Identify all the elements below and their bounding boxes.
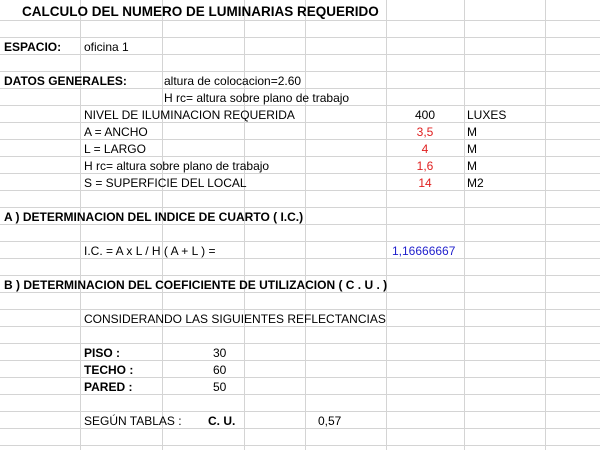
section-a-title: A ) DETERMINACION DEL INDICE DE CUARTO ( I.C.) bbox=[4, 210, 304, 224]
param-label[interactable]: L = LARGO bbox=[84, 142, 146, 156]
param-unit[interactable]: M2 bbox=[467, 176, 484, 190]
espacio-label: ESPACIO: bbox=[4, 40, 62, 54]
param-value[interactable]: 14 bbox=[418, 176, 432, 190]
param-label[interactable]: H rc= altura sobre plano de trabajo bbox=[84, 159, 270, 173]
param-label[interactable]: S = SUPERFICIE DEL LOCAL bbox=[84, 176, 247, 190]
grid-row bbox=[0, 225, 600, 242]
grid-row bbox=[0, 259, 600, 276]
cu-label[interactable]: C. U. bbox=[208, 414, 236, 428]
cu-value[interactable]: 0,57 bbox=[318, 414, 342, 428]
reflectance-value-pared[interactable]: 50 bbox=[213, 380, 227, 394]
sheet-title: CALCULO DEL NUMERO DE LUMINARIAS REQUERIDO bbox=[22, 4, 379, 19]
param-value[interactable]: 3,5 bbox=[416, 125, 434, 139]
datos-line2[interactable]: H rc= altura sobre plano de trabajo bbox=[164, 91, 350, 105]
reflectance-label-techo[interactable]: TECHO : bbox=[84, 363, 134, 377]
datos-line1[interactable]: altura de colocacion=2.60 bbox=[164, 74, 302, 88]
segun-tablas-label[interactable]: SEGÚN TABLAS : bbox=[84, 414, 182, 428]
datos-generales-label: DATOS GENERALES: bbox=[4, 74, 127, 88]
grid-row bbox=[0, 293, 600, 310]
reflectance-value-techo[interactable]: 60 bbox=[213, 363, 227, 377]
espacio-value[interactable]: oficina 1 bbox=[84, 40, 129, 54]
reflectance-label-pared[interactable]: PARED : bbox=[84, 380, 133, 394]
param-unit[interactable]: M bbox=[467, 125, 477, 139]
param-unit[interactable]: LUXES bbox=[467, 108, 507, 122]
param-label[interactable]: NIVEL DE ILUMINACION REQUERIDA bbox=[84, 108, 295, 122]
grid-row bbox=[0, 55, 600, 72]
section-b-title: B ) DETERMINACION DEL COEFICIENTE DE UTILIZACION ( C . U . ) bbox=[4, 278, 388, 292]
param-value[interactable]: 400 bbox=[414, 108, 436, 122]
grid-row bbox=[0, 429, 600, 446]
reflectance-label-piso[interactable]: PISO : bbox=[84, 346, 121, 360]
param-unit[interactable]: M bbox=[467, 142, 477, 156]
grid-row bbox=[0, 191, 600, 208]
grid-row bbox=[0, 395, 600, 412]
param-unit[interactable]: M bbox=[467, 159, 477, 173]
reflectance-value-piso[interactable]: 30 bbox=[213, 346, 227, 360]
grid-row bbox=[0, 327, 600, 344]
ic-formula[interactable]: I.C. = A x L / H ( A + L ) = bbox=[84, 244, 216, 258]
param-label[interactable]: A = ANCHO bbox=[84, 125, 148, 139]
param-value[interactable]: 4 bbox=[421, 142, 429, 156]
ic-result[interactable]: 1,16666667 bbox=[392, 244, 456, 258]
param-value[interactable]: 1,6 bbox=[416, 159, 434, 173]
considering-text[interactable]: CONSIDERANDO LAS SIGUIENTES REFLECTANCIAS bbox=[84, 312, 386, 326]
grid-row bbox=[0, 21, 600, 38]
